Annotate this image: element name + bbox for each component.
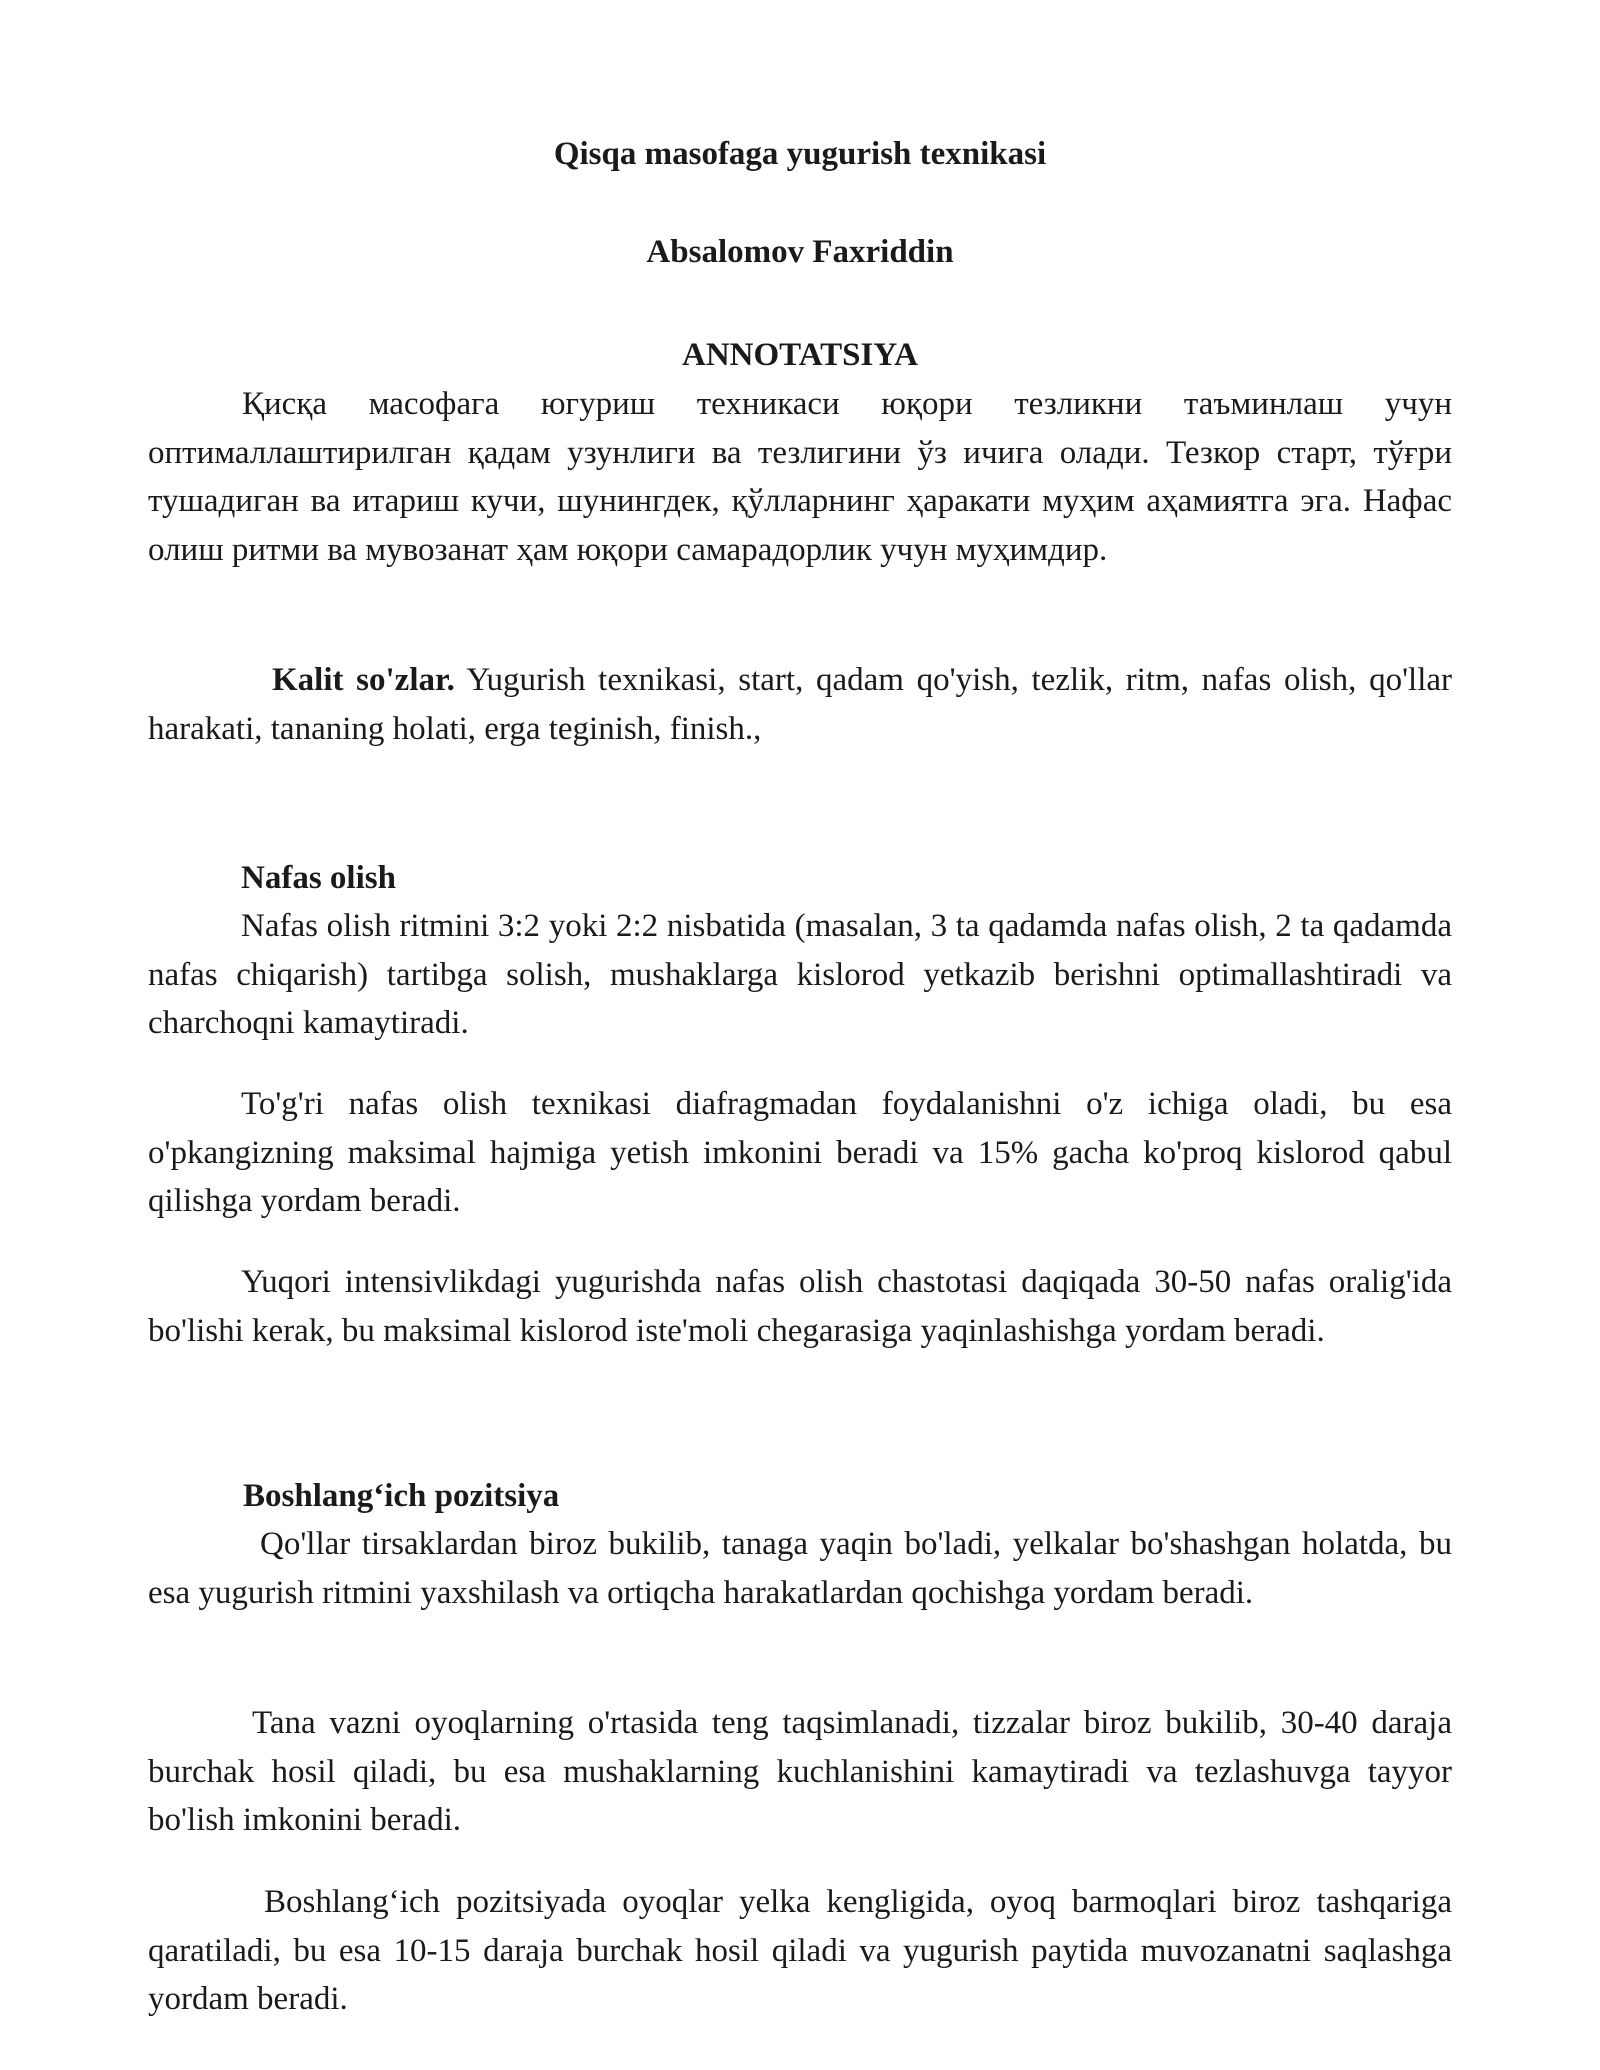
document-page <box>148 0 1452 2070</box>
keywords-text: Yugurish texnikasi, start, qadam qo'yish, tezlik, ritm, nafas olish, qo'llar harakati, tananing holati, erga teginish, finish., <box>148 662 1452 747</box>
paragraph: Tana vazni oyoqlarning o'rtasida teng taqsimlanadi, tizzalar biroz bukilib, 30-40 daraja burchak hosil qiladi, bu esa mushaklarning kuchlanishini kamaytiradi va tezlashuvga tayyor bo'lish imkonini beradi. <box>148 1705 1452 1838</box>
paragraph: Yuqori intensivlikdagi yugurishda nafas olish chastotasi daqiqada 30-50 nafas oralig'ida bo'lishi kerak, bu maksimal kislorod iste'moli chegarasiga yaqinlashishga yordam beradi. <box>148 1264 1452 1349</box>
document-title: Qisqa masofaga yugurish texnikasi <box>553 136 1047 172</box>
keywords-paragraph <box>148 656 1452 753</box>
section-heading-boshlangich-pozitsiya: Boshlang‘ich pozitsiya <box>243 1478 560 1514</box>
paragraph: To'g'ri nafas olish texnikasi diafragmadan foydalanishni o'z ichiga oladi, bu esa o'pkangizning maksimal hajmiga yetish imkonini beradi va 15% gacha ko'proq kislorod qabul qilishga yordam beradi. <box>148 1086 1452 1219</box>
author-name: Absalomov Faxriddin <box>646 234 954 270</box>
paragraph: Nafas olish ritmini 3:2 yoki 2:2 nisbatida (masalan, 3 ta qadamda nafas olish, 2 ta qadamda nafas chiqarish) tartibga solish, mushaklarga kislorod yetkazib berishni optimallashtiradi va charchoqni kamaytiradi. <box>148 908 1452 1041</box>
annotation-heading: ANNOTATSIYA <box>682 337 918 373</box>
paragraph: Boshlang‘ich pozitsiyada oyoqlar yelka kengligida, oyoq barmoqlari biroz tashqariga qaratiladi, bu esa 10-15 daraja burchak hosil qiladi va yugurish paytida muvozanatni saqlashga yordam beradi. <box>148 1884 1452 2017</box>
paragraph: Qo'llar tirsaklardan biroz bukilib, tanaga yaqin bo'ladi, yelkalar bo'shashgan holatda, bu esa yugurish ritmini yaxshilash va ortiqcha harakatlardan qochishga yordam beradi. <box>148 1526 1452 1611</box>
section-heading-nafas-olish: Nafas olish <box>241 860 396 896</box>
keywords-label: Kalit so'zlar. <box>272 662 455 698</box>
annotation-paragraph: Қисқа масофага югуриш техникаси юқори тезликни таъминлаш учун оптималлаштирилган қадам узунлиги ва тезлигини ўз ичига олади. Тезкор старт, тўғри тушадиган ва итариш кучи, шунингдек, қўлларнинг ҳаракати муҳим аҳамиятга эга. Нафас олиш ритми ва мувозанат ҳам юқори самарадорлик учун муҳимдир. <box>148 386 1452 568</box>
